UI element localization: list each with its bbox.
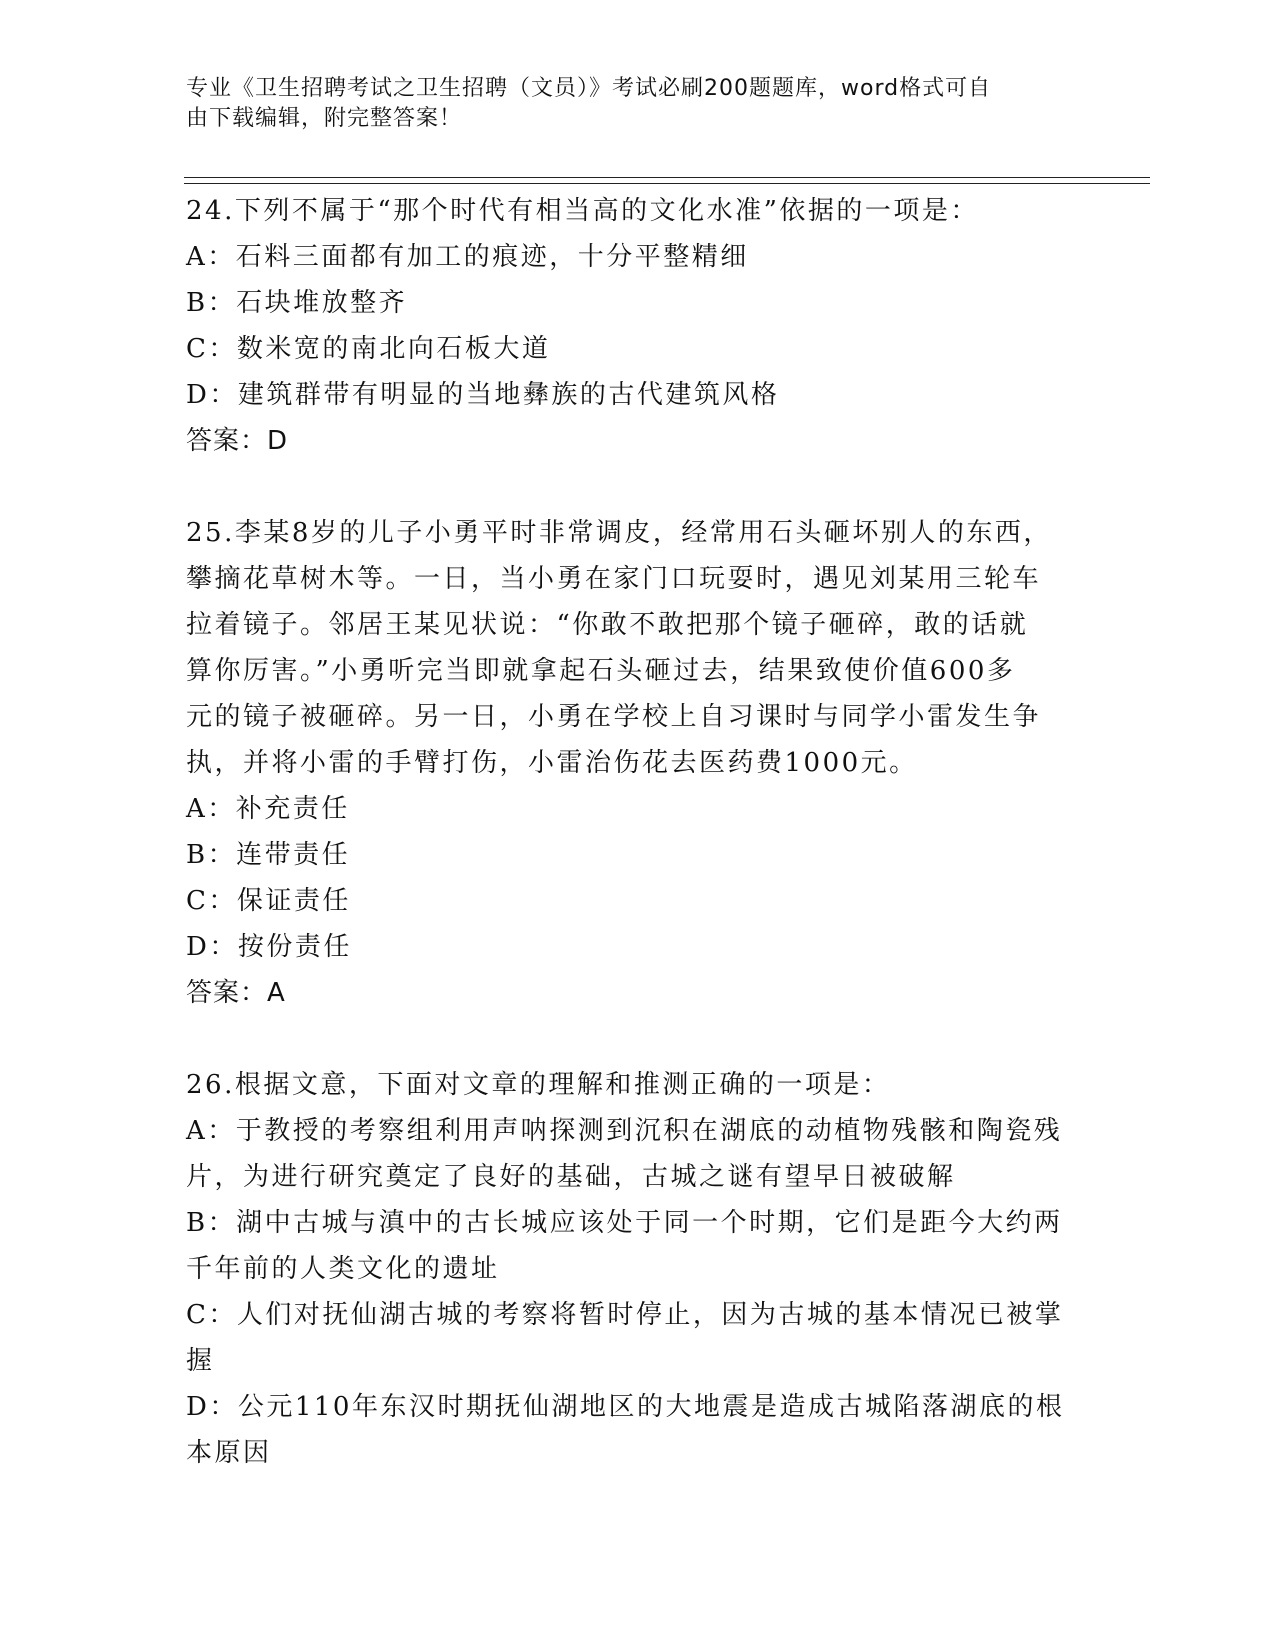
- option-b-continued: 千年前的人类文化的遗址: [186, 1254, 500, 1284]
- question-spacer: [186, 1016, 1066, 1062]
- option-d: D：建筑群带有明显的当地彝族的古代建筑风格: [186, 380, 780, 410]
- option-b: B：湖中古城与滇中的古长城应该处于同一个时期，它们是距今大约两: [186, 1208, 1063, 1238]
- answer-label: 答案：D: [186, 426, 289, 456]
- option-d: D：公元110年东汉时期抚仙湖地区的大地震是造成古城陷落湖底的根: [186, 1392, 1065, 1422]
- header-divider-bottom: [184, 183, 1150, 184]
- option-a: A：补充责任: [186, 794, 350, 824]
- header-line-2: 由下载编辑，附完整答案！: [186, 106, 463, 131]
- header-line-1: 专业《卫生招聘考试之卫生招聘（文员）》考试必刷200题题库，word格式可自: [186, 76, 992, 101]
- option-b: B：石块堆放整齐: [186, 288, 408, 318]
- option-c: C：保证责任: [186, 886, 351, 916]
- question-stem-line: 24.下列不属于“那个时代有相当高的文化水准”依据的一项是：: [186, 196, 979, 226]
- question-spacer: [186, 464, 1066, 510]
- question-stem-line: 26.根据文意，下面对文章的理解和推测正确的一项是：: [186, 1070, 891, 1100]
- answer-label: 答案：A: [186, 978, 286, 1008]
- document-header: [186, 74, 1066, 134]
- question-stem-line: 算你厉害。”小勇听完当即就拿起石头砸过去，结果致使价值600多: [186, 656, 1016, 686]
- option-b: B：连带责任: [186, 840, 351, 870]
- option-c: C：人们对抚仙湖古城的考察将暂时停止，因为古城的基本情况已被掌: [186, 1300, 1064, 1330]
- question-26: [186, 1062, 1066, 1476]
- question-24: [186, 188, 1066, 464]
- option-c-continued: 握: [186, 1346, 215, 1376]
- question-stem-line: 元的镜子被砸碎。另一日，小勇在学校上自习课时与同学小雷发生争: [186, 702, 1042, 732]
- option-a: A：石料三面都有加工的痕迹，十分平整精细: [186, 242, 749, 272]
- question-stem-line: 25.李某8岁的儿子小勇平时非常调皮，经常用石头砸坏别人的东西，: [186, 518, 1052, 548]
- question-stem-line: 攀摘花草树木等。一日，当小勇在家门口玩耍时，遇见刘某用三轮车: [186, 564, 1042, 594]
- question-25: [186, 510, 1066, 1016]
- question-stem-line: 执，并将小雷的手臂打伤，小雷治伤花去医药费1000元。: [186, 748, 918, 778]
- option-a-continued: 片，为进行研究奠定了良好的基础，古城之谜有望早日被破解: [186, 1162, 956, 1192]
- option-a: A：于教授的考察组利用声呐探测到沉积在湖底的动植物残骸和陶瓷残: [186, 1116, 1063, 1146]
- question-list: [186, 188, 1066, 1476]
- option-d: D：按份责任: [186, 932, 352, 962]
- header-divider-top: [184, 177, 1150, 178]
- question-stem-line: 拉着镜子。邻居王某见状说：“你敢不敢把那个镜子砸碎，敢的话就: [186, 610, 1029, 640]
- option-d-continued: 本原因: [186, 1438, 272, 1468]
- option-c: C：数米宽的南北向石板大道: [186, 334, 551, 364]
